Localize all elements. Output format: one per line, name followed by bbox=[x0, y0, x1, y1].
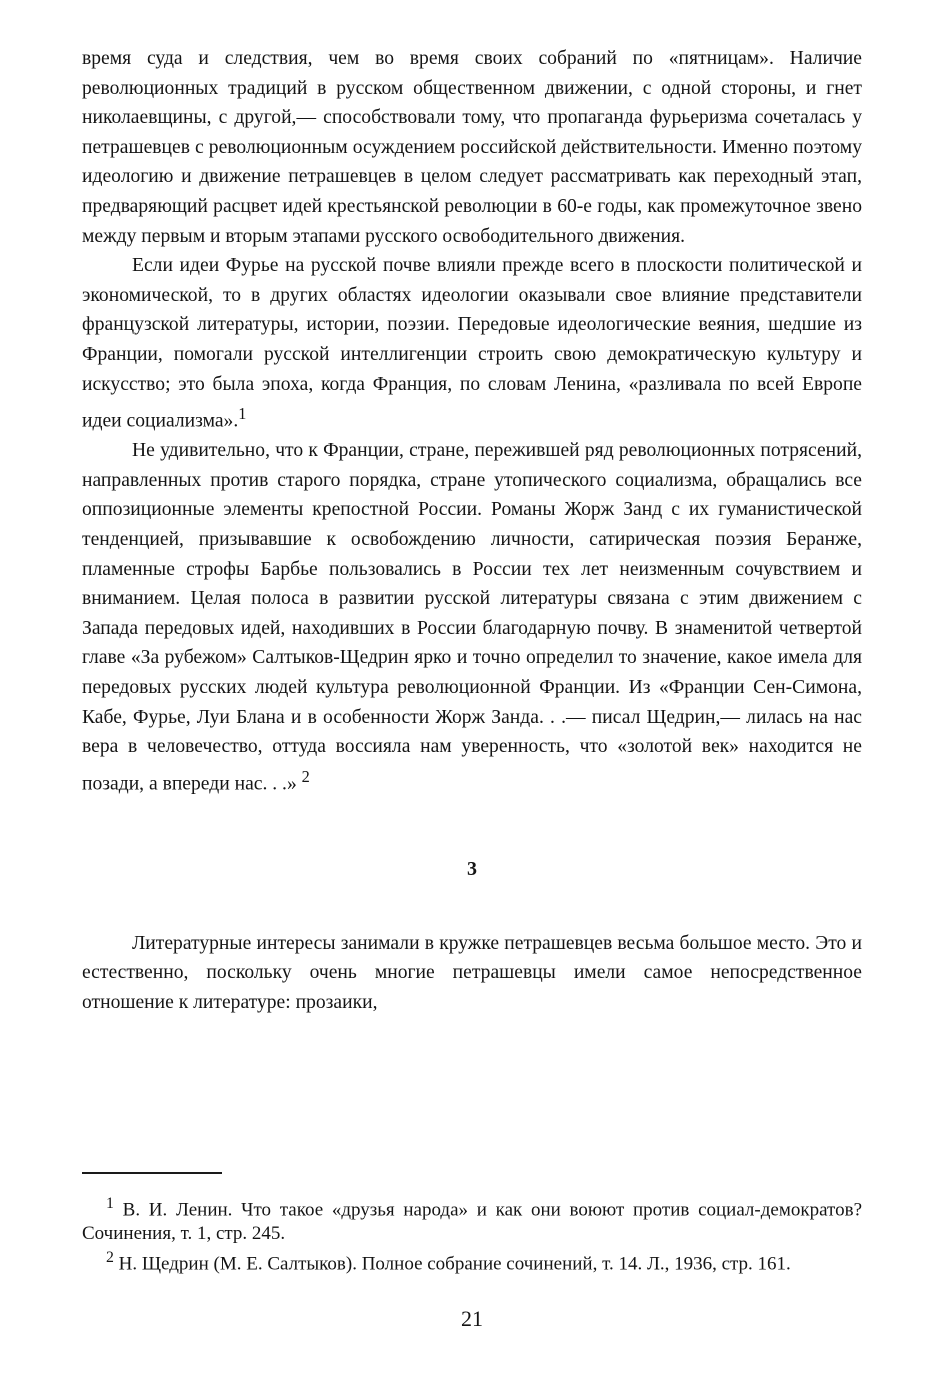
footnote-2 bbox=[82, 1246, 862, 1276]
page-number: 21 bbox=[461, 1306, 483, 1331]
paragraph-literary-interests: Литературные интересы занимали в кружке петрашевцев весьма большое место. Это и естественно, поскольку очень многие петрашевцы имели самое непосредственное отношение к литературе: прозаики, bbox=[82, 932, 862, 1013]
footnote-1 bbox=[82, 1192, 862, 1246]
footnote-ref-2[interactable]: 2 bbox=[301, 766, 310, 786]
footnote-mark: 1 bbox=[106, 1195, 114, 1212]
footnotes bbox=[82, 1192, 862, 1277]
paragraph-fourier-influence: Если идеи Фурье на русской почве влияли прежде всего в плоскости политической и экономической, то в других областях идеологии оказывали свое влияние представители французской литературы, истории, поэзии. Передовые идеологические веяния, шедшие из Франции, помогали русской интеллигенции строить свою демократическую культуру и искусство; это была эпоха, когда Франция, по словам Ленина, «разливала по всей Европе идеи социализма».$^1$ bbox=[82, 255, 862, 432]
footnote-text: Н. Щедрин (М. Е. Салтыков). Полное собрание сочинений, т. 14. Л., 1936, стр. 161. bbox=[118, 1253, 791, 1275]
footnote-divider bbox=[82, 1172, 222, 1174]
footnote-ref-1[interactable]: 1 bbox=[238, 404, 247, 424]
section-heading: 3 bbox=[467, 857, 477, 880]
paragraph-france-appeal: Не удивительно, что к Франции, стране, пережившей ряд революционных потрясений, направленных против старого порядка, стране утопического социализма, обращались все оппозиционные элементы крепостной России. Романы Жорж Занд с их гуманистической тенденцией, призывавшие к освобождению личности, сатирическая поэзия Беранже, пламенные строфы Барбье пользовались в России тех лет неизменным сочувствием и вниманием. Целая полоса в развитии русской литературы связана с этим движением с Запада передовых идей, находивших в России благодарную почву. В знаменитой четвертой главе «За рубежом» Салтыков-Щедрин ярко и точно определил то значение, какое имела для передовых русских людей культура революционной Франции. Из «Франции Сен-Симона, Кабе, Фурье, Луи Блана и в особенности Жорж Занда. . .— писал Щедрин,— лилась на нас вера в человечество, оттуда воссияла нам уверенность, что «золотой век» находится не позади, а впереди нас. . .» $^2$ bbox=[82, 440, 862, 795]
footnote-mark: 2 bbox=[106, 1249, 114, 1267]
main-text bbox=[82, 44, 862, 1017]
footnote-text: В. И. Ленин. Что такое «друзья народа» и как они воюют против социал-демократов? Сочинения, т. 1, стр. 245. bbox=[82, 1199, 862, 1245]
paragraph-continuation: время суда и следствия, чем во время своих собраний по «пятницам». Наличие революционных традиций в русском общественном движении, с одной стороны, и гнет николаевщины, с другой,— способствовали тому, что пропаганда фурьеризма сочеталась у петрашевцев с революционным осуждением российской действительности. Именно поэтому идеологию и движение петрашевцев в целом следует рассматривать как переходный этап, предваряющий расцвет идей крестьянской революции в 60-е годы, как промежуточное звено между первым и вторым этапами русского освободительного движения. bbox=[82, 48, 862, 247]
